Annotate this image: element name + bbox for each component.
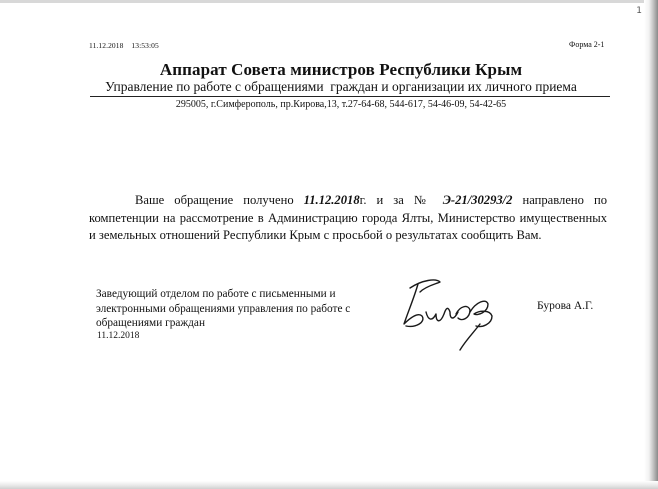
signer-name: Бурова А.Г. <box>537 300 594 312</box>
body-text-end: направлено по компетенции на рассмотрение в Администрацию города Ялты, Министерство имущественных и земельных отношений Республики Крым с просьбой о результатах сообщить Вам. <box>89 193 607 242</box>
body-text-middle: г. и за № <box>359 193 443 207</box>
form-number: Форма 2-1 <box>569 40 605 49</box>
received-date: 11.12.2018 <box>303 193 360 207</box>
scan-top-edge <box>0 0 658 3</box>
header-divider <box>90 96 610 97</box>
organization-address: 295005, г.Симферополь, пр.Кирова,13, т.27-64-68, 544-617, 54-46-09, 54-42-65 <box>175 99 507 110</box>
signature-date: 11.12.2018 <box>97 331 140 341</box>
handwritten-signature <box>396 268 508 352</box>
printed-datetime: 11.12.2018 13:53:05 <box>89 41 159 50</box>
scan-bottom-edge <box>0 481 658 489</box>
registration-number: Э-21/30293/2 <box>442 193 513 207</box>
body-text-start: Ваше обращение получено <box>135 193 304 207</box>
department-name: Управление по работе с обращениями граждан и организации их личного приема <box>105 79 577 94</box>
signer-title: Заведующий отделом по работе с письменными и электронными обращениями управления по работе с обращениями граждан <box>96 288 351 329</box>
corner-mark: 1 <box>636 6 642 16</box>
organization-title: Аппарат Совета министров Республики Крым <box>159 60 523 79</box>
letter-body <box>89 192 607 245</box>
